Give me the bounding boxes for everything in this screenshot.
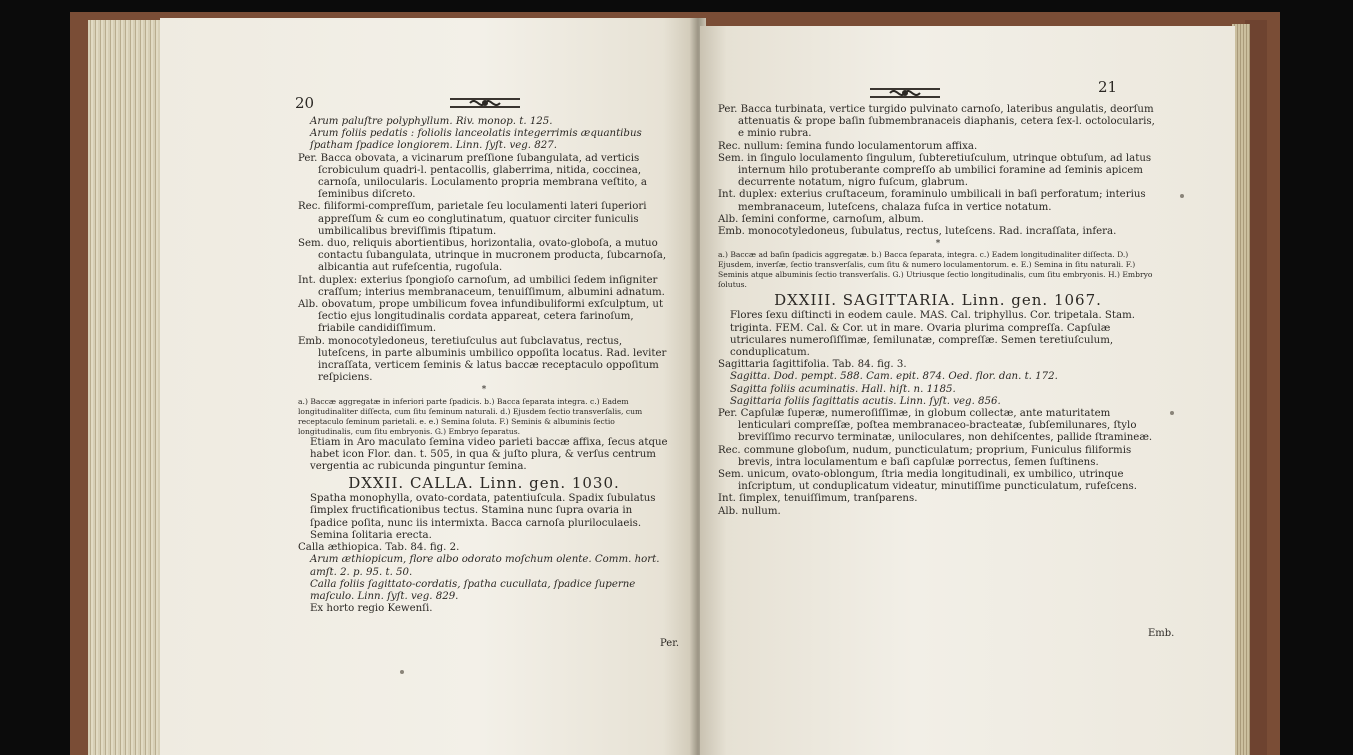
text-paragraph: Per. Capſulæ ſuperæ, numeroſiſſimæ, in globum collectæ, ante maturitatem lenticulari compreſſæ, poſtea membranaceo-bracteatæ, ſubſemilunares, ſtylo breviſſimo recurvo terminatæ, uniloculares, non dehiſcentes, pallide ſtramineæ. xyxy=(718,408,1153,444)
text-paragraph: Rec. filiformi-compreſſum, parietale ſeu loculamenti lateri ſuperiori appreſſum & cum eo conglutinatum, quatuor circiter funiculis umbilicalibus breviſſimis ſtipatum. xyxy=(298,201,647,237)
text-paragraph: Sagitta foliis acuminatis. Hall. hiſt. n. 1185. xyxy=(730,383,956,395)
text-paragraph: Alb. ſemini conforme, carnoſum, album. xyxy=(718,213,924,225)
text-paragraph: Sem. unicum, ovato-oblongum, ſtria media longitudinali, ex umbilico, utrinque inſcriptum, ut conduplicatum videatur, minutiſſime puncticulatum, rufeſcens. xyxy=(718,469,1137,493)
text-paragraph: Emb. monocotyledoneus, ſubulatus, rectus, luteſcens. Rad. incraſſata, infera. xyxy=(718,226,1117,238)
page-number: 20 xyxy=(295,94,315,112)
text-paragraph: Int. duplex: exterius cruſtaceum, foraminulo umbilicali in baſi perforatum; interius membranaceum, luteſcens, chalaza fuſca in vertice notatum. xyxy=(718,189,1146,213)
paper-spot xyxy=(1180,194,1184,198)
text-paragraph: * xyxy=(935,239,941,250)
paper-spot xyxy=(1170,411,1174,415)
text-paragraph: Sem. in ſingulo loculamento ſingulum, ſubteretiuſculum, utrinque obtuſum, ad latus internum hilo protuberante compreſſo ab umbilici foramine ad ſeminis apicem decurrente notatum, nigro fuſcum, glabrum. xyxy=(718,152,1152,189)
page-edges-left xyxy=(88,20,166,755)
catchword: Emb. xyxy=(1148,628,1175,639)
text-paragraph: Etiam in Aro maculato ſemina video parieti baccæ affixa, ſecus atque habet icon Flor. dan. t. 505, in qua & juſto plura, & verſus centrum vergentia ac rubicunda pinguntur ſemina. xyxy=(310,436,668,473)
text-paragraph: Flores ſexu diſtincti in eodem caule. MAS. Cal. triphyllus. Cor. tripetala. Stam. triginta. FEM. Cal. & Cor. ut in mare. Ovaria plurima compreſſa. Capſulæ utriculares numeroſiſſimæ, ſemilunatæ, compreſſæ. Semen teretiuſculum, conduplicatum. xyxy=(730,310,1135,359)
text-paragraph: Sagitta. Dod. pempt. 588. Cam. epit. 874. Oed. flor. dan. t. 172. xyxy=(730,371,1058,383)
text-paragraph: Sagittaria ſagittifolia. Tab. 84. fig. 3. xyxy=(718,359,907,371)
catchword: Per. xyxy=(660,638,680,649)
genus-heading: DXXIII. SAGITTARIA. Linn. gen. 1067. xyxy=(774,291,1102,310)
text-paragraph: Sem. duo, reliquis abortientibus, horizontalia, ovato-globoſa, a mutuo contactu ſubangulata, utrinque in mucronem producta, ſubcarnoſa, albicantia aut rufeſcentia, rugoſula. xyxy=(298,238,667,274)
right-page-text xyxy=(718,104,1158,518)
text-paragraph: Rec. commune globoſum, nudum, puncticulatum; proprium, Funiculus filiformis brevis, intra loculamentum e baſi capſulæ porrectus, ſemen ſuſtinens. xyxy=(718,444,1132,468)
text-paragraph: Int. duplex: exterius ſpongioſo carnoſum, ad umbilici ſedem inſigniter craſſum; interius membranaceum, tenuiſſimum, albumini adnatum. xyxy=(298,274,665,298)
genus-heading: DXXII. CALLA. Linn. gen. 1030. xyxy=(348,474,620,493)
left-page-text xyxy=(298,116,670,615)
text-paragraph: Alb. nullum. xyxy=(718,505,781,517)
text-paragraph: Arum paluſtre polyphyllum. Riv. monop. t. 125. xyxy=(310,116,553,127)
text-paragraph: Arum æthiopicum, flore albo odorato moſchum olente. Comm. hort. amſt. 2. p. 95. t. 50. xyxy=(310,554,660,578)
page-number: 21 xyxy=(1098,78,1118,96)
left-page xyxy=(160,18,695,755)
text-paragraph: Int. ſimplex, tenuiſſimum, tranſparens. xyxy=(718,493,918,505)
text-paragraph: Emb. monocotyledoneus, teretiuſculus aut ſubclavatus, rectus, luteſcens, in parte albuminis umbilico oppoſita locatus. Rad. leviter incraſſata, verticem ſeminis & latus baccæ receptaculo oppoſitum reſpiciens. xyxy=(298,335,667,384)
paper-spot xyxy=(400,670,404,674)
text-paragraph: Arum foliis pedatis : foliolis lanceolatis integerrimis æquantibus ſpatham ſpadice longiorem. Linn. ſyſt. veg. 827. xyxy=(310,128,642,152)
text-paragraph: Per. Bacca obovata, a vicinarum preſſione ſubangulata, ad verticis ſcrobiculum quadri-l. pentacollis, glaberrima, nitida, coccinea, carnoſa, unilocularis. Loculamento propria membrana veſtito, a ſeminibus diſcreto. xyxy=(298,152,647,201)
text-paragraph: Rec. nullum: ſemina fundo loculamentorum affixa. xyxy=(718,140,978,152)
text-paragraph: Sagittaria foliis ſagittatis acutis. Linn. ſyſt. veg. 856. xyxy=(730,395,1001,407)
figure-caption: a.) Baccæ ad baſin ſpadicis aggregatæ. b.) Bacca ſeparata, integra. c.) Eadem longitudinaliter diſſecta. D.) Ejusdem, inverſæ, ſectio transverſalis, cum ſitu & numero loculamentorum. e. E.) Semina in ſitu naturali. F.) Seminis atque albuminis ſectio transverſalis. G.) Utriusque ſectio longitudinalis, cum ſitu embryonis. H.) Embryo ſolutus. xyxy=(718,250,1153,290)
text-paragraph: Ex horto regio Kewenſi. xyxy=(310,603,433,615)
text-paragraph: * xyxy=(481,385,487,396)
printer-ornament-icon xyxy=(870,86,940,100)
text-paragraph: Calla æthiopica. Tab. 84. fig. 2. xyxy=(298,542,460,554)
text-paragraph: Calla foliis ſagittato-cordatis, ſpatha cucullata, ſpadice ſuperne maſculo. Linn. ſyſt. veg. 829. xyxy=(310,578,636,602)
figure-caption: a.) Baccæ aggregatæ in inferiori parte ſpadicis. b.) Bacca ſeparata integra. c.) Eadem longitudinaliter diſſecta, cum ſitu ſeminum naturali. d.) Ejusdem ſectio transverſalis, cum receptaculo ſeminum parietali. e. e.) Semina ſoluta. F.) Seminis & albuminis ſectio longitudinalis, cum ſitu embryonis. G.) Embryo ſeparatus. xyxy=(298,396,643,436)
right-page xyxy=(700,26,1235,755)
text-paragraph: Spatha monophylla, ovato-cordata, patentiuſcula. Spadix ſubulatus ſimplex fructificationibus tectus. Stamina nunc ſupra ovaria in ſpadice poſita, nunc iis intermixta. Bacca carnoſa pluriloculaeis. Semina ſolitaria erecta. xyxy=(310,493,656,541)
printer-ornament-icon xyxy=(450,96,520,110)
text-paragraph: Alb. obovatum, prope umbilicum fovea infundibuliformi exſculptum, ut ſectio ejus longitudinalis cordata appareat, cetera farinoſum, friabile candidiſſimum. xyxy=(298,299,664,335)
text-paragraph: Per. Bacca turbinata, vertice turgido pulvinato carnoſo, lateribus angulatis, deorſum attenuatis & prope baſin ſubmembranaceis diaphanis, cetera ſex-l. octolocularis, e minio rubra. xyxy=(718,104,1155,140)
